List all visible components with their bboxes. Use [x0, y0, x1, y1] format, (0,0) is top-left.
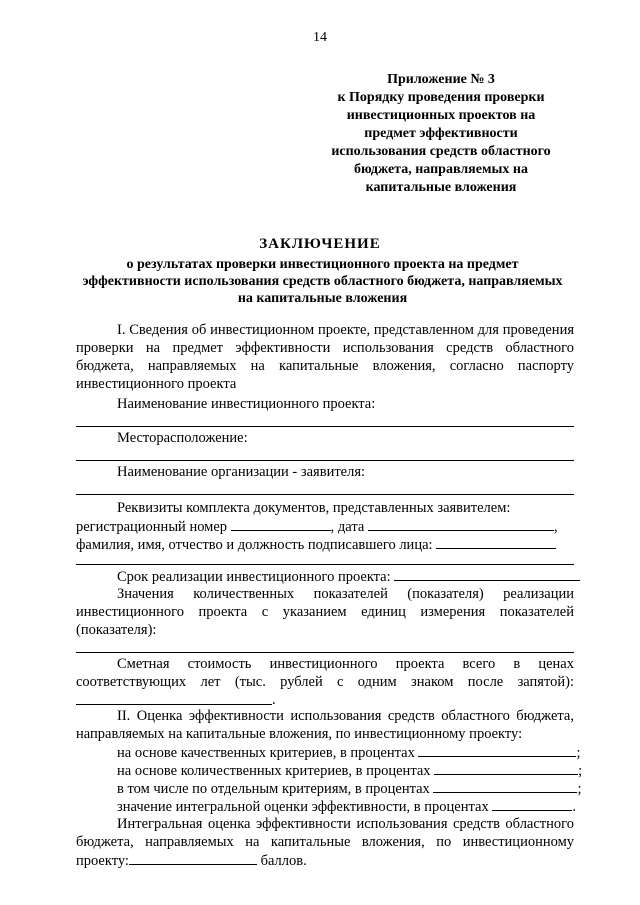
criteria-field[interactable]	[418, 744, 576, 757]
section1-intro-line: I. Сведения об инвестиционном проекте, представленном для проведения	[117, 322, 574, 338]
appendix-line: Приложение № 3	[387, 72, 495, 87]
subtitle-line: о результатах проверки инвестиционного проекта на предмет	[126, 257, 519, 272]
signer-label: фамилия, имя, отчество и должность подписавшего лица:	[76, 537, 433, 553]
criteria-end: ;	[576, 745, 581, 761]
appendix-line: инвестиционных проектов на	[346, 108, 536, 123]
section1-intro-line: бюджета, направляемых на капитальные вложения, согласно паспорту	[76, 358, 574, 374]
appendix-line: бюджета, направляемых на	[354, 162, 528, 177]
appendix-line: предмет эффективности	[364, 126, 518, 141]
subtitle-line: на капитальные вложения	[237, 291, 408, 306]
project-name-label: Наименование инвестиционного проекта:	[117, 396, 376, 412]
signer-extra-field[interactable]	[76, 564, 574, 565]
subtitle-line: эффективности использования средств областного бюджета, направляемых	[82, 274, 563, 289]
integral-line: бюджета, направляемых на капитальные вложения, по инвестиционному	[76, 834, 574, 850]
criteria-label: в том числе по отдельным критериям, в процентах	[117, 781, 430, 797]
criteria-row	[117, 762, 582, 780]
term-row	[117, 568, 580, 586]
registration-number-label: регистрационный номер	[76, 519, 228, 535]
term-label: Срок реализации инвестиционного проекта:	[117, 569, 391, 585]
criteria-label: на основе качественных критериев, в процентах	[117, 745, 415, 761]
criteria-field[interactable]	[492, 798, 572, 811]
indicators-line: (показателя):	[76, 622, 157, 638]
points-label: баллов.	[260, 853, 307, 869]
appendix-block	[312, 71, 570, 197]
indicators-line: Значения количественных показателей (показателя) реализации	[117, 586, 574, 602]
criteria-end: ;	[577, 781, 582, 797]
date-field[interactable]	[368, 518, 554, 531]
indicators-line: инвестиционного проекта с указанием единиц измерения показателей	[76, 604, 574, 620]
cost-field[interactable]	[76, 704, 272, 705]
appendix-line: капитальные вложения	[365, 180, 517, 195]
term-field[interactable]	[394, 568, 580, 581]
criteria-label: значение интегральной оценки эффективности, в процентах	[117, 799, 489, 815]
appendix-line: использования средств областного	[331, 144, 551, 159]
registration-number-field[interactable]	[231, 518, 331, 531]
integral-line: Интегральная оценка эффективности использования средств областного	[117, 816, 574, 832]
indicators-field[interactable]	[76, 652, 574, 653]
project-label: проекту:	[76, 853, 129, 869]
criteria-label: на основе количественных критериев, в процентах	[117, 763, 431, 779]
criteria-field[interactable]	[433, 780, 577, 793]
criteria-end: ;	[578, 763, 583, 779]
section2-heading-line: направляемых на капитальные вложения, по инвестиционному проекту:	[76, 726, 523, 742]
registration-row: регистрационный номер , дата ,	[76, 519, 558, 535]
section1-intro-line: инвестиционного проекта	[76, 376, 237, 392]
appendix-line: к Порядку проведения проверки	[337, 90, 545, 105]
criteria-row	[117, 744, 581, 762]
cost-end: .	[272, 692, 276, 708]
criteria-row	[117, 780, 581, 798]
signer-row	[76, 536, 556, 554]
location-field[interactable]	[76, 460, 574, 461]
cost-line: соответствующих лет (тыс. рублей с одним знаком после запятой):	[76, 674, 574, 690]
cost-line: Сметная стоимость инвестиционного проекта всего в ценах	[117, 656, 574, 672]
location-label: Месторасположение:	[117, 430, 248, 446]
section1-intro-line: проверки на предмет эффективности использования средств областного	[76, 340, 574, 356]
criteria-row	[117, 798, 576, 816]
signer-field[interactable]	[436, 536, 556, 549]
project-name-field[interactable]	[76, 426, 574, 427]
organization-label: Наименование организации - заявителя:	[117, 464, 366, 480]
documents-label: Реквизиты комплекта документов, представленных заявителем:	[117, 500, 511, 516]
organization-field[interactable]	[76, 494, 574, 495]
criteria-end: .	[572, 799, 576, 815]
page-number: 14	[313, 30, 327, 45]
section2-heading-line: II. Оценка эффективности использования средств областного бюджета,	[117, 708, 574, 724]
integral-score-row	[76, 852, 307, 870]
date-label: , дата	[330, 519, 365, 535]
integral-score-field[interactable]	[129, 852, 257, 865]
document-subtitle	[70, 256, 575, 307]
criteria-field[interactable]	[434, 762, 578, 775]
document-title: ЗАКЛЮЧЕНИЕ	[259, 236, 381, 252]
